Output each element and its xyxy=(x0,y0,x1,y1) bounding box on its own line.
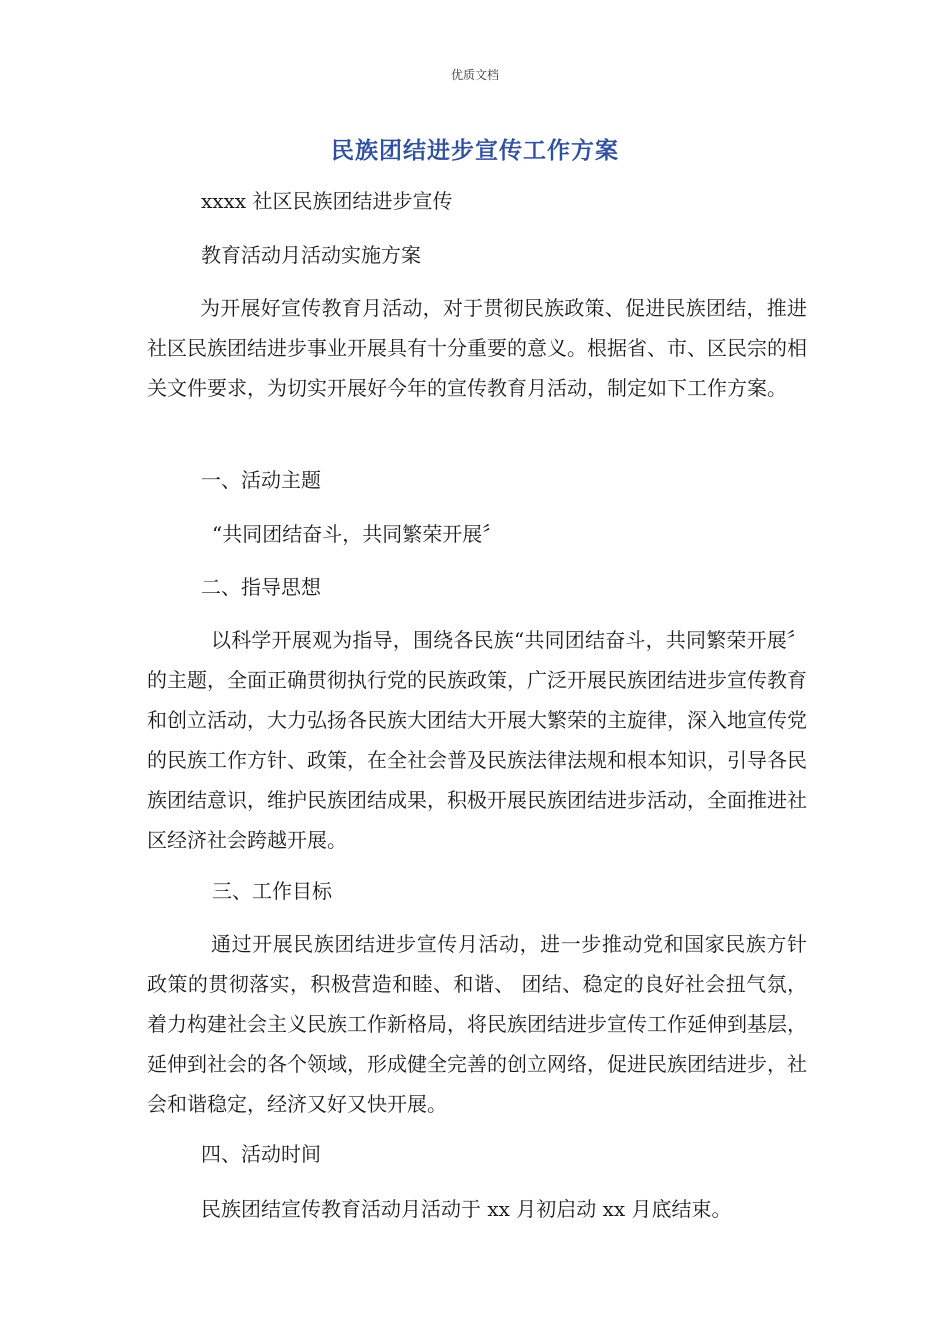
page-header: 优质文档 xyxy=(450,68,499,82)
section-2-body: 以科学开展观为指导，围绕各民族“共同团结奋斗，共同繁荣开展〞的主题，全面正确贯彻执行党的民族政策，广泛开展民族团结进步宣传教育和创立活动，大力弘扬各民族大团结大开展大繁荣的主旋律，深入地宣传党的民族工作方针、政策，在全社会普及民族法律法规和根本知识，引导各民族团结意识，维护民族团结成果，积极开展民族团结进步活动，全面推进社区经济社会跨越开展。 xyxy=(147,628,807,852)
section-2-heading: 二、指导思想 xyxy=(201,575,321,599)
section-3-heading: 三、工作目标 xyxy=(212,879,332,903)
section-3-body: 通过开展民族团结进步宣传月活动，进一步推动党和国家民族方针政策的贯彻落实，积极营造和睦、和谐、 团结、稳定的良好社会扭气氛，着力构建社会主义民族工作新格局，将民族团结进步宣传工作延伸到基层，延伸到社会的各个领域，形成健全完善的创立网络，促进民族团结进步，社会和谐稳定，经济又好又快开展。 xyxy=(147,932,807,1116)
subtitle-line-2: 教育活动月活动实施方案 xyxy=(201,243,421,267)
document-title: 民族团结进步宣传工作方案 xyxy=(331,138,619,164)
section-1-body: “共同团结奋斗，共同繁荣开展〞 xyxy=(212,522,503,546)
section-4-body: 民族团结宣传教育活动月活动于 xx 月初启动 xx 月底结束。 xyxy=(201,1197,732,1221)
section-1-heading: 一、活动主题 xyxy=(201,468,321,492)
intro-paragraph: 为开展好宣传教育月活动，对于贯彻民族政策、促进民族团结，推进社区民族团结进步事业开展具有十分重要的意义。根据省、市、区民宗的相关文件要求，为切实开展好今年的宣传教育月活动，制定如下工作方案。 xyxy=(147,296,807,400)
section-4-heading: 四、活动时间 xyxy=(201,1142,321,1166)
subtitle-line-1: xxxx 社区民族团结进步宣传 xyxy=(201,189,453,213)
